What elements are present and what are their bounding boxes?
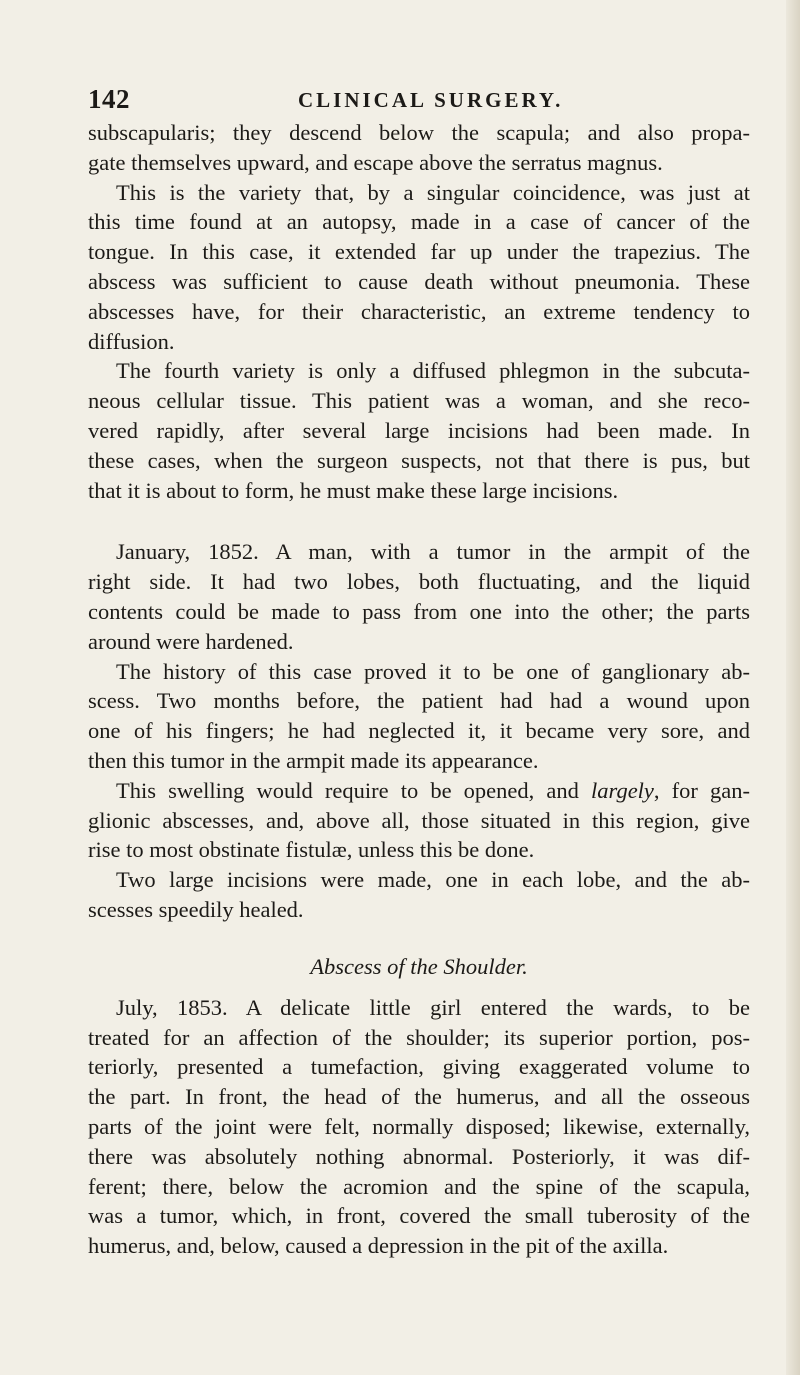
text-line: The history of this case proved it to be one of ganglionary ab-: [116, 658, 750, 684]
text-line: these cases, when the surgeon suspects, not that there is pus, but: [88, 447, 750, 473]
text-line: July, 1853. A delicate little girl entered the wards, to be: [116, 994, 750, 1020]
text-line: one of his fingers; he had neglected it, it became very sore, and: [88, 718, 750, 744]
paragraph-2: [88, 178, 750, 357]
paragraph-4: [88, 537, 750, 656]
text-line: neous cellular tissue. This patient was a woman, and she reco-: [88, 388, 750, 414]
emphasis-text: largely: [591, 777, 654, 803]
paragraph-3: [88, 356, 750, 505]
section-heading: Abscess of the Shoulder.: [310, 953, 528, 979]
text-line: diffusion.: [88, 328, 175, 354]
text-line: then this tumor in the armpit made its appearance.: [88, 747, 539, 773]
text-line: scesses speedily healed.: [88, 896, 304, 922]
text-line: gate themselves upward, and escape above the serratus magnus.: [88, 149, 663, 175]
body-text: [88, 118, 750, 1261]
running-head: CLINICAL SURGERY.: [298, 88, 564, 112]
text-line: parts of the joint were felt, normally disposed; likewise, externally,: [88, 1113, 750, 1139]
paragraph-gap: [88, 505, 750, 537]
text-line: treated for an affection of the shoulder; its superior portion, pos-: [88, 1024, 750, 1050]
text-line: scess. Two months before, the patient had had a wound upon: [88, 688, 750, 714]
text-line: vered rapidly, after several large incisions had been made. In: [88, 417, 750, 443]
text-line: tongue. In this case, it extended far up under the trapezius. The: [88, 239, 750, 265]
paragraph-6: [88, 776, 750, 865]
paragraph-7: [88, 865, 750, 925]
text-line: [88, 776, 750, 806]
paragraph-8: [88, 993, 750, 1261]
text-line: there was absolutely nothing abnormal. Posteriorly, it was dif-: [88, 1143, 750, 1169]
text-line: abscesses have, for their characteristic, an extreme tendency to: [88, 298, 750, 324]
text-line: teriorly, presented a tumefaction, giving exaggerated volume to: [88, 1054, 750, 1080]
text-line: Two large incisions were made, one in each lobe, and the ab-: [116, 867, 750, 893]
text-line: abscess was sufficient to cause death without pneumonia. These: [88, 268, 750, 294]
page-header: [88, 84, 748, 116]
paragraph-5: [88, 657, 750, 776]
text-line: subscapularis; they descend below the scapula; and also propa-: [88, 120, 750, 145]
text-line: that it is about to form, he must make these large incisions.: [88, 477, 619, 503]
text-line: around were hardened.: [88, 628, 294, 654]
text-line: This is the variety that, by a singular coincidence, was just at: [116, 179, 750, 205]
text-line: The fourth variety is only a diffused phlegmon in the subcuta-: [116, 358, 750, 384]
text-line: humerus, and, below, caused a depression in the pit of the axilla.: [88, 1233, 669, 1259]
text-line: this time found at an autopsy, made in a case of cancer of the: [88, 209, 750, 235]
text-line: right side. It had two lobes, both fluctuating, and the liquid: [88, 569, 750, 595]
text-run: , for gan-: [653, 777, 751, 803]
text-line: contents could be made to pass from one into the other; the parts: [88, 598, 750, 624]
text-run: This swelling would require to be opened, and: [116, 777, 592, 803]
text-line: the part. In front, the head of the humerus, and all the osseous: [88, 1084, 750, 1110]
text-line: rise to most obstinate fistulæ, unless this be done.: [88, 837, 535, 863]
page-edge-shadow: [786, 0, 800, 1375]
text-line: glionic abscesses, and, above all, those situated in this region, give: [88, 807, 750, 833]
page-number: 142: [88, 84, 130, 114]
text-line: was a tumor, which, in front, covered the small tuberosity of the: [88, 1203, 750, 1229]
text-line: ferent; there, below the acromion and the spine of the scapula,: [88, 1173, 750, 1199]
paragraph-1: [88, 118, 750, 178]
text-line: January, 1852. A man, with a tumor in the armpit of the: [116, 539, 750, 565]
